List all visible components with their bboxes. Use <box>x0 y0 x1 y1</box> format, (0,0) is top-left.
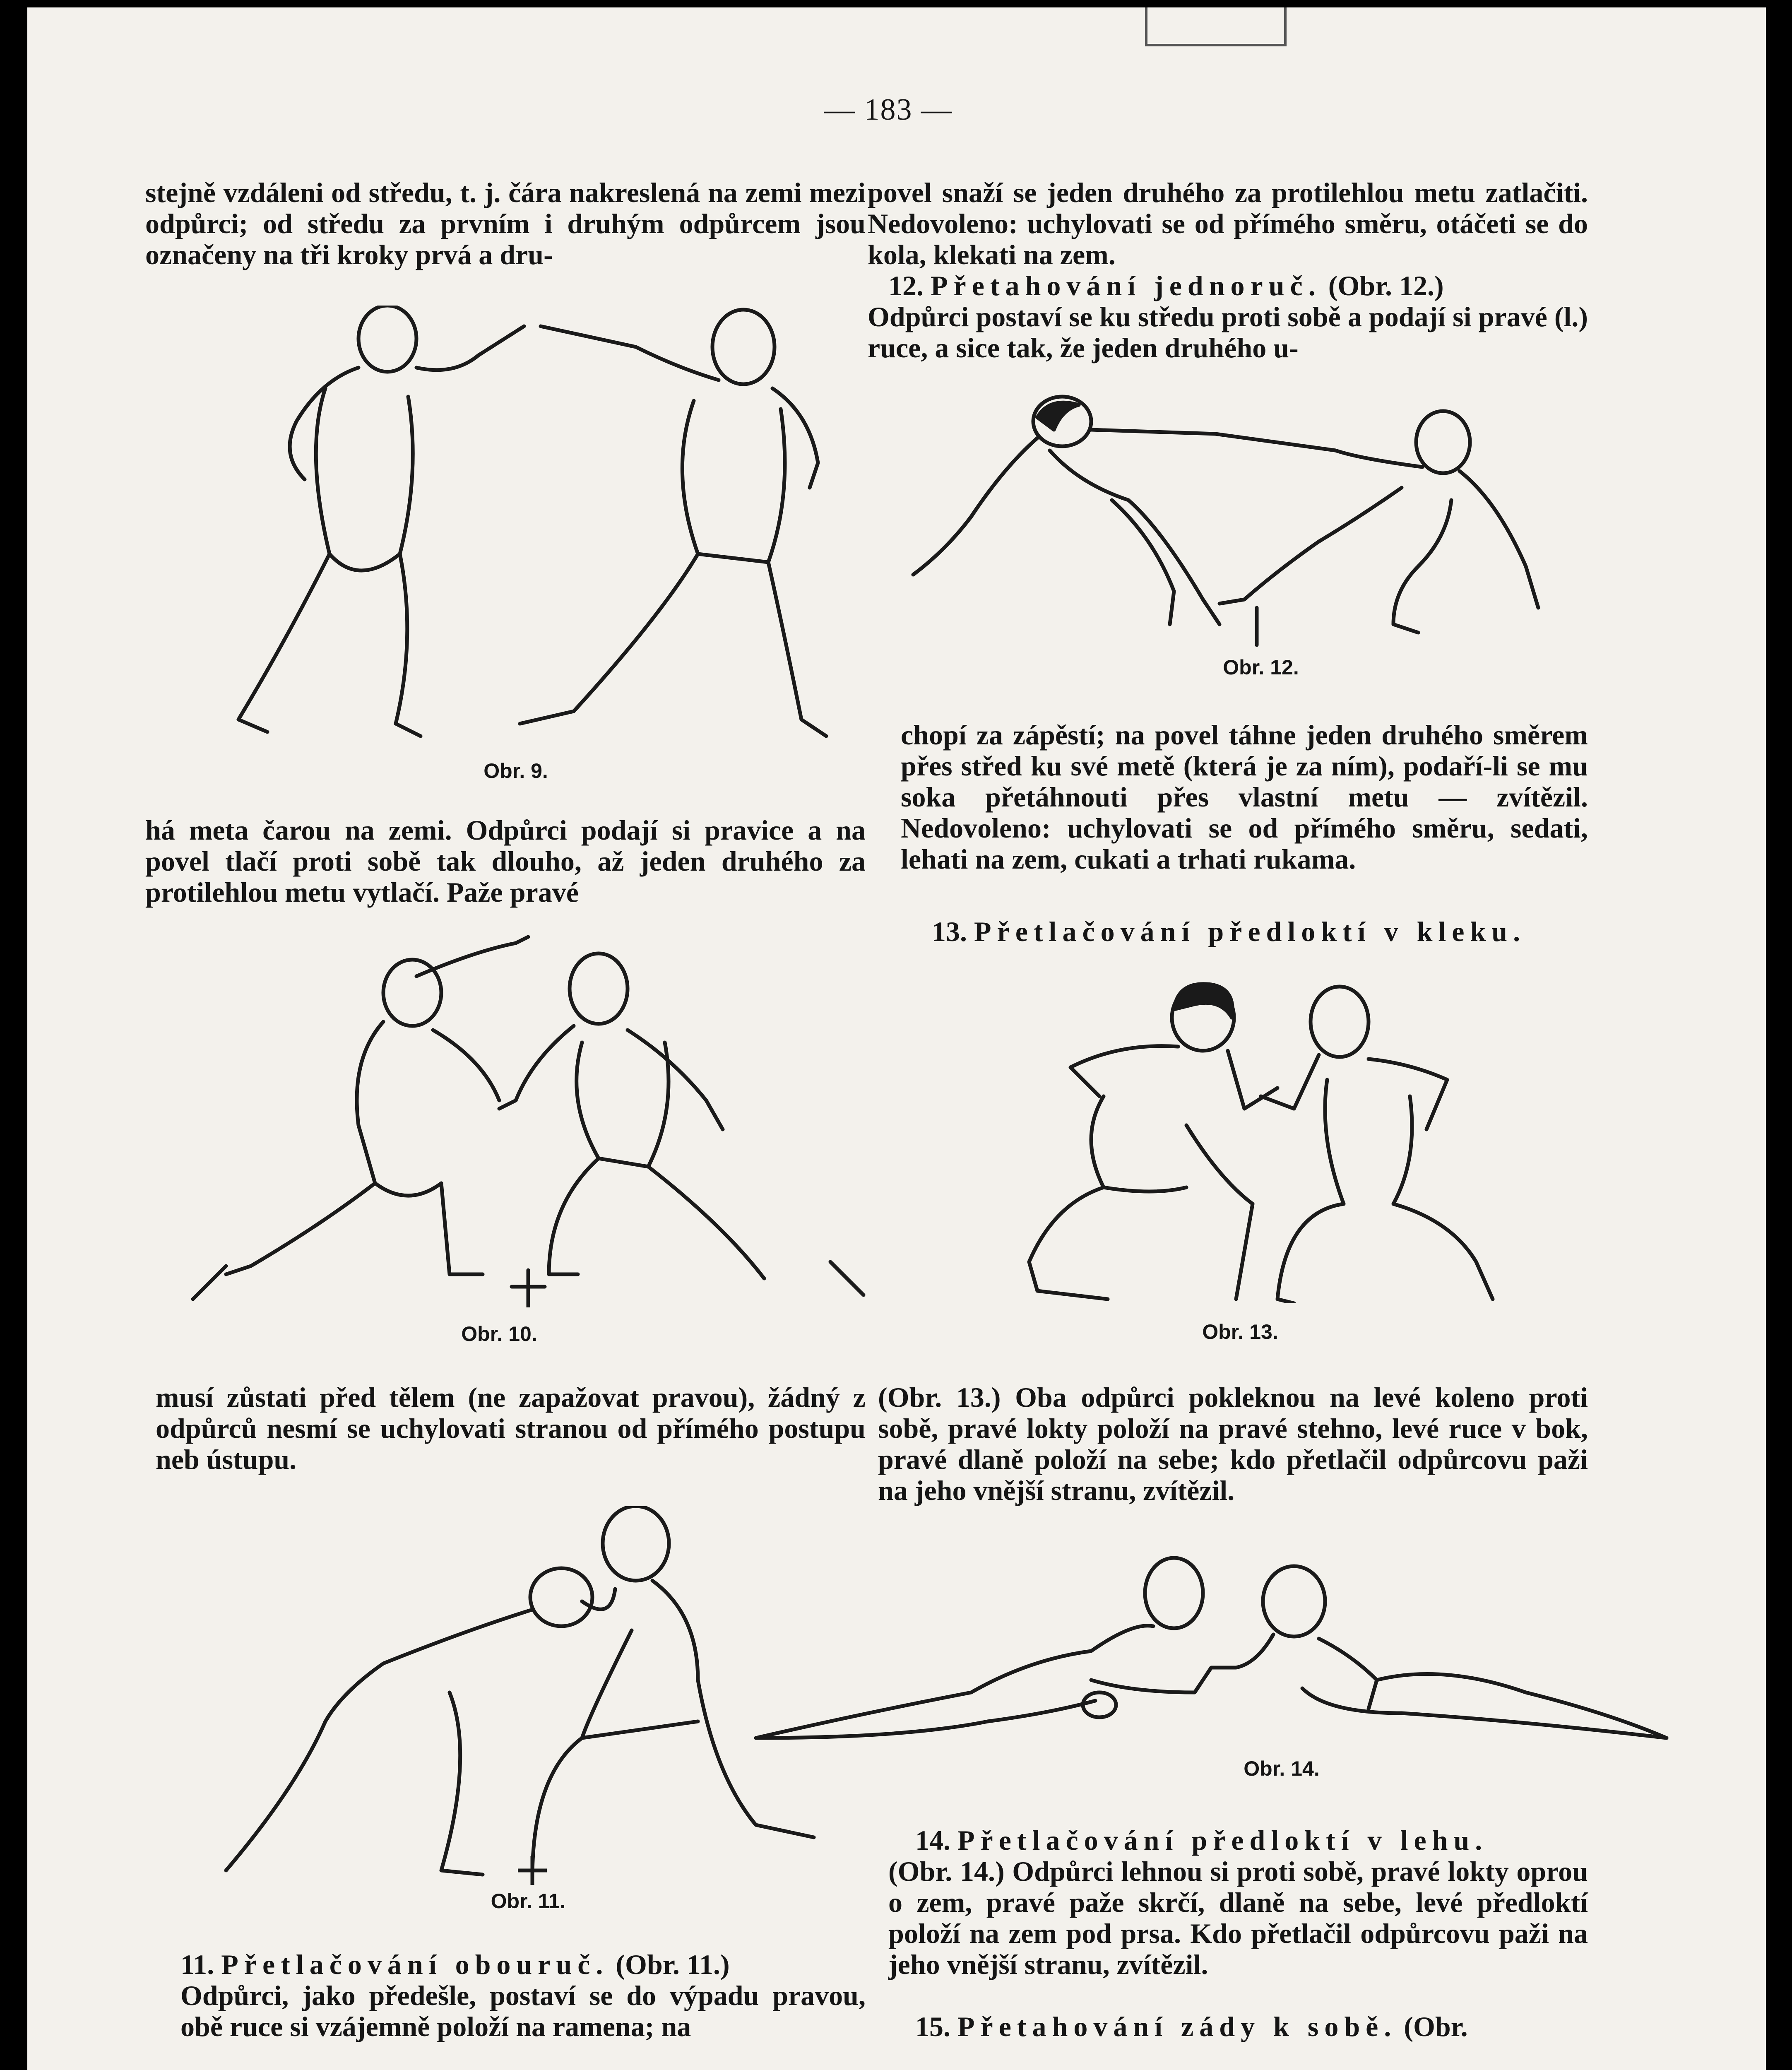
heading-15-ref: (Obr. <box>1404 2011 1468 2042</box>
heading-12-number: 12. <box>888 270 924 301</box>
heading-12-title: Přetahování jednoruč. <box>931 270 1321 301</box>
index-tab <box>1145 7 1287 46</box>
heading-11 <box>180 1949 866 1980</box>
right-paragraph-5: (Obr. 14.) Odpůrci lehnou si proti sobě, pravé lokty oprou o zem, pravé paže skrčí, dlaně na sebe, levé předloktí položí na zem pod prsa. Kdo přetlačil odpůrcovu paži na jeho vnější stranu, zvítězil. <box>888 1856 1588 1980</box>
figure-11 <box>218 1506 830 1879</box>
heading-11-title: Přetlačování obouruč. <box>221 1949 609 1980</box>
right-paragraph-4: (Obr. 13.) Oba odpůrci pokleknou na levé koleno proti sobě, pravé lokty položí na pravé stehno, levé ruce v bok, pravé dlaně položí na sebe; kdo přetlačil odpůrcovu paži na jeho vnější stranu, zvítězil. <box>878 1382 1588 1506</box>
left-paragraph-2: há meta čarou na zemi. Odpůrci podají si pravice a na povel tlačí proti sobě tak dlouho, až jeden druhého za protilehlou metu vytlačí. Paže pravé <box>145 814 866 908</box>
figure-11-caption: Obr. 11. <box>491 1889 566 1913</box>
figure-10-caption: Obr. 10. <box>461 1322 537 1346</box>
figure-9-caption: Obr. 9. <box>483 759 548 782</box>
left-paragraph-3: musí zůstati před tělem (ne zapažovat pravou), žádný z odpůrců nesmí se uchylovati stranou od přímého postupu neb ústupu. <box>156 1382 866 1475</box>
figure-14-caption: Obr. 14. <box>1244 1757 1320 1780</box>
heading-15 <box>915 2011 1588 2042</box>
figure-13 <box>996 972 1542 1303</box>
heading-12 <box>888 270 1588 301</box>
heading-15-number: 15. <box>915 2011 950 2042</box>
heading-14 <box>915 1825 1588 1856</box>
heading-11-ref: (Obr. 11.) <box>616 1949 730 1980</box>
page-number: — 183 — <box>824 93 953 127</box>
left-paragraph-4: Odpůrci, jako předešle, postaví se do výpadu pravou, obě ruce si vzájemně položí na ramena; na <box>180 1980 866 2042</box>
heading-13-title: Přetlačování předloktí v kleku. <box>974 916 1526 947</box>
page <box>27 7 1766 2070</box>
heading-13 <box>932 916 1594 947</box>
right-paragraph-2: Odpůrci postaví se ku středu proti sobě a podají si pravé (l.) ruce, a sice tak, že jeden druhého u- <box>868 301 1588 363</box>
left-paragraph-1: stejně vzdáleni od středu, t. j. čára nakreslená na zemi mezi odpůrci; od středu za prvním i druhým odpůrcem jsou označeny na tři kroky prvá a dru- <box>145 177 866 270</box>
figure-9 <box>222 306 835 769</box>
heading-13-number: 13. <box>932 916 967 947</box>
figure-12-caption: Obr. 12. <box>1223 656 1299 679</box>
heading-12-ref: (Obr. 12.) <box>1328 270 1444 301</box>
heading-11-number: 11. <box>180 1949 214 1980</box>
figure-14 <box>739 1556 1675 1755</box>
figure-12 <box>905 392 1592 653</box>
heading-15-title: Přetahování zády k sobě. <box>957 2011 1397 2042</box>
right-paragraph-3: chopí za zápěstí; na povel táhne jeden druhého směrem přes střed ku své metě (která je za ním), podaří-li se mu soka přetáhnouti přes vlastní metu — zvítězil. Nedovoleno: uchylovati se od přímého směru, sedati, lehati na zem, cukati a trhati rukama. <box>901 719 1588 875</box>
heading-14-title: Přetlačování předloktí v lehu. <box>957 1824 1488 1856</box>
figure-13-caption: Obr. 13. <box>1202 1320 1278 1343</box>
right-paragraph-1: povel snaží se jeden druhého za protilehlou metu zatlačiti. Nedovoleno: uchylovati se od přímého směru, otáčeti se do kola, klekati na zem. <box>868 177 1588 270</box>
heading-14-number: 14. <box>915 1824 950 1856</box>
mark-plus-icon <box>518 1856 547 1885</box>
figure-10 <box>185 935 880 1307</box>
